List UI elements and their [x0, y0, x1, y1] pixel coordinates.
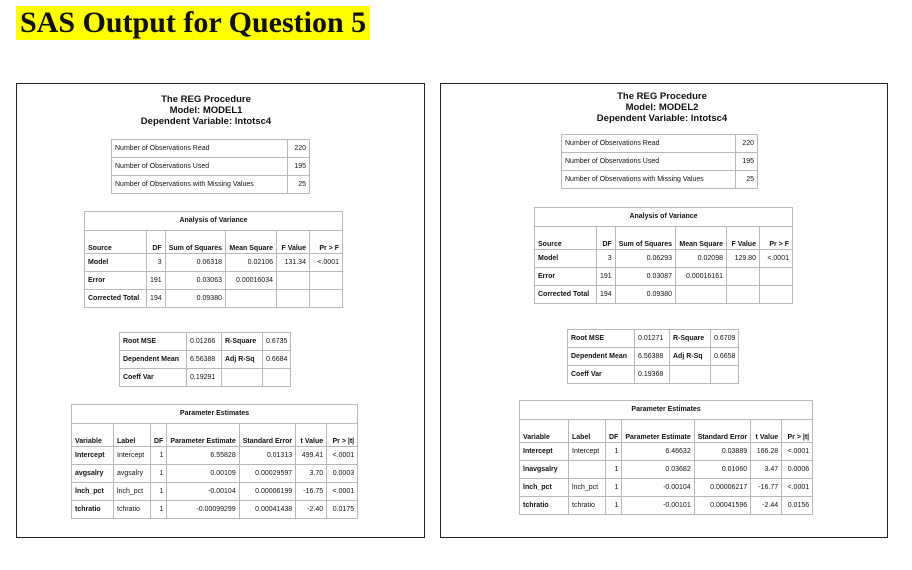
dependent-variable: Dependent Variable: lntotsc4	[140, 116, 272, 127]
table-row: lnch_pct lnch_pct 1 -0.00104 0.00006217 -16.77 <.0001	[520, 479, 813, 497]
parameter-estimates-table: Parameter Estimates Variable Label DF Parameter Estimate Standard Error t Value Pr > |t| Intercept Intercept 1 6.46632 0.03889 166.28 <.0001 lnavgsalry 1 0.03682 0.01060 3.47 0.0006 lnch_pct lnch_pct 1 -0.00104 0.00006217 -16.77 <.0001 tchratio tchratio 1 -0.00101 0.00041596 -2.44 0.0156	[519, 400, 813, 515]
proc-title: The REG Procedure	[617, 91, 707, 102]
parameter-estimates-table: Parameter Estimates Variable Label DF Parameter Estimate Standard Error t Value Pr > |t| Intercept Intercept 1 6.55828 0.01313 499.41 <.0001 avgsalry avgsalry 1 0.00109 0.00029597 3.70 0.0003 lnch_pct lnch_pct 1 -0.00104 0.00006199 -16.75 <.0001 tchratio tchratio 1 -0.00099299 0.00041438 -2.40 0.0175	[71, 404, 358, 519]
table-row: Number of Observations with Missing Values 25	[562, 171, 758, 189]
model1-panel	[16, 83, 425, 538]
table-row: lnch_pct lnch_pct 1 -0.00104 0.00006199 -16.75 <.0001	[72, 483, 358, 501]
table-row: Intercept Intercept 1 6.46632 0.03889 166.28 <.0001	[520, 443, 813, 461]
params-title: Parameter Estimates	[520, 401, 813, 420]
anova-title: Analysis of Variance	[535, 208, 793, 227]
fit-statistics-table	[119, 332, 291, 387]
table-row: Model 3 0.06293 0.02098 129.80 <.0001	[535, 250, 793, 268]
table-row: Number of Observations Used 195	[112, 158, 310, 176]
anova-table: Analysis of Variance Source DF Sum of Squares Mean Square F Value Pr > F Model 3 0.06318 0.02106 131.34 <.0001 Error 191 0.03063 0.00016034 Corrected Total 194 0.09380	[84, 211, 343, 308]
table-row: lnavgsalry 1 0.03682 0.01060 3.47 0.0006	[520, 461, 813, 479]
model1-header	[17, 94, 395, 127]
table-row: Number of Observations Read 220	[562, 135, 758, 153]
table-row: Number of Observations with Missing Values 25	[112, 176, 310, 194]
observations-table	[561, 134, 758, 189]
table-row: Error 191 0.03087 0.00016161	[535, 268, 793, 286]
model2-header	[441, 91, 883, 124]
observations-table	[111, 139, 310, 194]
table-row: Dependent Mean 6.56388 Adj R-Sq 0.6658	[568, 348, 739, 366]
table-row: tchratio tchratio 1 -0.00101 0.00041596 -2.44 0.0156	[520, 497, 813, 515]
table-row: tchratio tchratio 1 -0.00099299 0.00041438 -2.40 0.0175	[72, 501, 358, 519]
table-row: Number of Observations Read 220	[112, 140, 310, 158]
table-row: Error 191 0.03063 0.00016034	[85, 272, 343, 290]
table-row: Root MSE 0.01271 R-Square 0.6709	[568, 330, 739, 348]
table-row: Model 3 0.06318 0.02106 131.34 <.0001	[85, 254, 343, 272]
table-row: Intercept Intercept 1 6.55828 0.01313 499.41 <.0001	[72, 447, 358, 465]
table-row: Coeff Var 0.19368	[568, 366, 739, 384]
dependent-variable: Dependent Variable: lntotsc4	[596, 113, 728, 124]
proc-title: The REG Procedure	[161, 94, 251, 105]
table-row: Dependent Mean 6.56388 Adj R-Sq 0.6684	[120, 351, 291, 369]
model-name: Model: MODEL2	[625, 102, 699, 113]
anova-title: Analysis of Variance	[85, 212, 343, 231]
table-row: avgsalry avgsalry 1 0.00109 0.00029597 3.70 0.0003	[72, 465, 358, 483]
table-row: Coeff Var 0.19291	[120, 369, 291, 387]
table-row: Corrected Total 194 0.09380	[535, 286, 793, 304]
fit-statistics-table	[567, 329, 739, 384]
model2-panel	[440, 83, 888, 538]
page-title: SAS Output for Question 5	[16, 6, 370, 40]
model-name: Model: MODEL1	[169, 105, 243, 116]
table-row: Corrected Total 194 0.09380	[85, 290, 343, 308]
anova-table: Analysis of Variance Source DF Sum of Squares Mean Square F Value Pr > F Model 3 0.06293 0.02098 129.80 <.0001 Error 191 0.03087 0.00016161 Corrected Total 194 0.09380	[534, 207, 793, 304]
table-row: Root MSE 0.01266 R-Square 0.6735	[120, 333, 291, 351]
params-title: Parameter Estimates	[72, 405, 358, 424]
table-row: Number of Observations Used 195	[562, 153, 758, 171]
